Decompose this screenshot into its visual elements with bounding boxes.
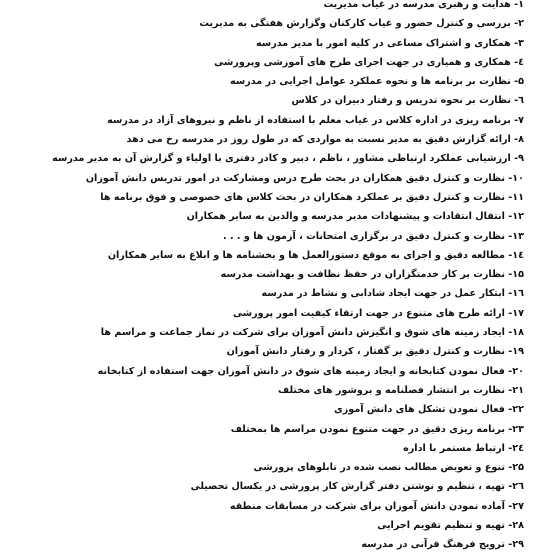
duty-item-25: ۲۵- تنوع و تعویض مطالب نصب شده در تابلوهای پرورشی <box>253 462 524 474</box>
duty-item-2: ۲- بررسی و کنترل حضور و غیاب کارکنان وگزارش هفتگی به مدیریت <box>199 18 524 30</box>
duty-item-20: ۲۰- فعال نمودن کتابخانه و ایجاد زمینه های شوق در دانش آموزان جهت استفاده از کتابخانه <box>97 365 524 377</box>
duty-item-6: ٦- نظارت بر نحوه تدریس و رفتار دبیران در کلاس <box>291 95 524 107</box>
duty-item-14: ۱٤- مطالعه دقیق و اجرای به موقع دستورالعمل ها و بخشنامه ها و ابلاغ به سایر همکاران <box>107 249 524 261</box>
duty-item-13: ۱۳- نظارت و کنترل دقیق در برگزاری امتحانات ، آزمون ها و . . . <box>222 230 524 242</box>
duty-item-24: ۲٤- ارتباط مستمر با اداره <box>403 442 524 454</box>
duty-item-11: ۱۱- نظارت و کنترل دقیق بر عملکرد همکاران در بحث کلاس های خصوصی و فوق برنامه ها <box>100 191 524 203</box>
duty-item-1: ۱- هدایت و رهبری مدرسه در غیاب مدیریت <box>323 0 524 10</box>
duty-item-27: ۲۷- آماده نمودن دانش آموزان برای شرکت در مسابقات منطقه <box>229 500 524 512</box>
duty-item-23: ۲۳- برنامه ریزی دقیق در جهت متنوع نمودن مراسم ها بمختلف <box>230 423 524 435</box>
duty-item-18: ۱۸- ایجاد زمینه های شوق و انگیزش دانش آموزان برای شرکت در نماز جماعت و مراسم ها <box>100 327 524 339</box>
duty-item-16: ۱٦- ابتکار عمل در جهت ایجاد شادابی و نشاط در مدرسه <box>261 288 524 300</box>
duty-item-21: ۲۱- نظارت بر انتشار فصلنامه و بروشور های مختلف <box>278 384 524 396</box>
duty-item-8: ۸- ارائه گزارش دقیق به مدیر نسبت به مواردی که در طول روز در مدرسه رخ می دهد <box>126 134 524 146</box>
duty-item-10: ۱۰- نظارت و کنترل دقیق همکاران در بحث طرح درس ومشارکت در امور تدریس دانش آموزان <box>85 172 524 184</box>
duty-item-3: ۳- همکاری و اشتراک مساعی در کلیه امور با مدیر مدرسه <box>255 37 524 49</box>
duty-item-4: ٤- همکاری و همیاری در جهت اجرای طرح های آموزشی وپرورشی <box>214 56 524 68</box>
duty-item-19: ۱۹- نظارت و کنترل دقیق بر گفتار ، کردار و رفتار دانش آموزان <box>226 346 524 358</box>
duty-item-7: ۷- برنامه ریزی در اداره کلاس در غیاب معلم با استفاده از ناظم و نیروهای آزاد در مدرسه <box>107 114 524 126</box>
duty-item-5: ۵- نظارت بر برنامه ها و نحوه عملکرد عوامل اجرایی در مدرسه <box>229 76 524 88</box>
duty-item-22: ۲۲- فعال نمودن تشکل های دانش آموزی <box>333 404 524 416</box>
duty-item-12: ۱۲- انتقال انتقادات و پیشنهادات مدیر مدرسه و والدین به سایر همکاران <box>186 211 524 223</box>
duty-list <box>4 0 524 555</box>
duty-item-15: ۱۵- نظارت بر کار خدمتگزاران در حفظ نظافت و بهداشت مدرسه <box>220 269 524 281</box>
duty-item-26: ۲٦- تهیه ، تنظیم و نوشتن دفتر گزارش کار پرورشی در یکسال تحصیلی <box>190 481 524 493</box>
duty-item-28: ۲۸- تهیه و تنظیم تقویم اجرایی <box>377 520 524 532</box>
duty-item-29: ۲۹- ترویج فرهنگ قرآنی در مدرسه <box>361 539 524 551</box>
duty-item-9: ۹- ارزشیابی عملکرد ارتباطی مشاور ، ناظم ، دبیر و کادر دفتری با اولیاء و گزارش آن به مدیر مدرسه <box>52 153 524 165</box>
duty-item-17: ۱۷- ارائه طرح های متنوع در جهت ارتقاء کیفیت امور پرورشی <box>232 307 524 319</box>
